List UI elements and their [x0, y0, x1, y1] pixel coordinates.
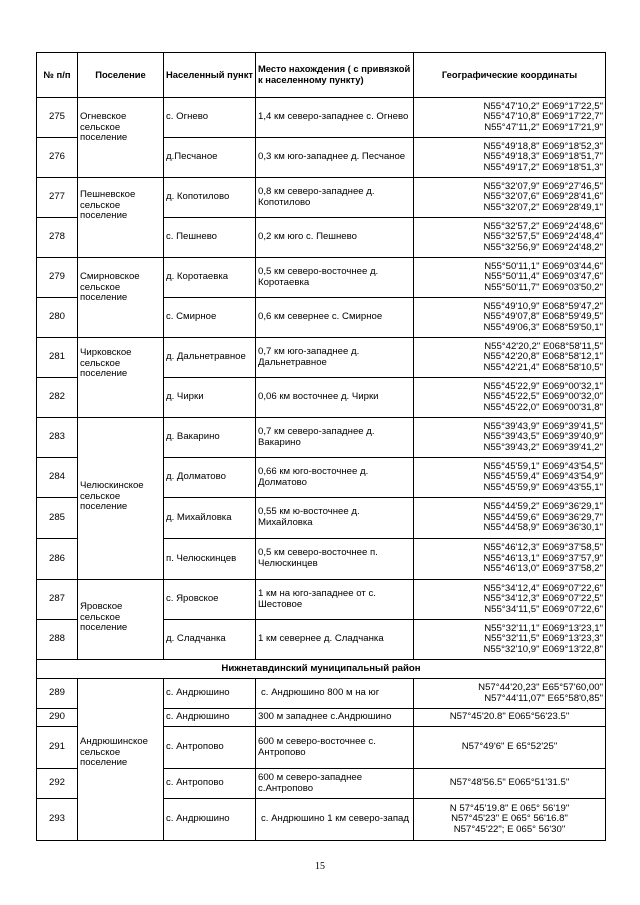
locality-cell: п. Челюскинцев [164, 539, 256, 580]
place-cell: 1 км севернее д. Сладчанка [256, 620, 414, 660]
row-num: 279 [37, 258, 78, 298]
coords-cell: N55°42'20,2" E068°58'11,5" N55°42'20,8" E068°58'12,1" N55°42'21,4" E068°58'10,5" [414, 338, 606, 378]
coords-cell: N55°50'11,1" E069°03'44,6" N55°50'11,4" E069°03'47,6" N55°50'11,7" E069°03'50,2" [414, 258, 606, 298]
coords-cell: N55°32'11,1" E069°13'23,1" N55°32'11,5" E069°13'23,3" N55°32'10,9" E069°13'22,8" [414, 620, 606, 660]
locality-cell: д. Вакарино [164, 418, 256, 458]
place-cell: 600 м северо-западнее с.Антропово [256, 769, 414, 799]
table-row [37, 98, 606, 138]
row-num: 283 [37, 418, 78, 458]
row-num: 281 [37, 338, 78, 378]
header-locality: Населенный пункт [164, 53, 256, 98]
locality-cell: с. Антропово [164, 727, 256, 769]
place-cell: 0,2 км юго с. Пешнево [256, 218, 414, 258]
row-num: 284 [37, 458, 78, 498]
row-num: 288 [37, 620, 78, 660]
locality-cell: с. Пешнево [164, 218, 256, 258]
settlement-cell: Огневское сельское поселение [78, 98, 164, 178]
row-num: 285 [37, 498, 78, 539]
district-band: Нижнетавдинский муниципальный район [37, 660, 606, 679]
locality-cell: д.Песчаное [164, 138, 256, 178]
place-cell: 0,5 км северо-восточнее п. Челюскинцев [256, 539, 414, 580]
settlement-cell: Яровское сельское поселение [78, 580, 164, 660]
locality-cell: с. Смирное [164, 298, 256, 338]
row-num: 280 [37, 298, 78, 338]
place-cell: 600 м северо-восточнее с. Антропово [256, 727, 414, 769]
coords-cell: N57°49'6" E 65°52'25" [414, 727, 606, 769]
coords-cell: N55°49'18,8" E069°18'52,3" N55°49'18,3" E069°18'51,7" N55°49'17,2" E069°18'51,3" [414, 138, 606, 178]
table-header-row [37, 53, 606, 98]
table-row [37, 178, 606, 218]
place-cell: 0,66 км юго-восточнее д. Долматово [256, 458, 414, 498]
row-num: 291 [37, 727, 78, 769]
locality-cell: с. Андрюшино [164, 799, 256, 841]
coords-cell: N55°45'22,9" E069°00'32,1" N55°45'22,5" E069°00'32,0" N55°45'22,0" E069°00'31,8" [414, 378, 606, 418]
settlement-cell: Чирковское сельское поселение [78, 338, 164, 418]
table-row [37, 338, 606, 378]
locality-cell: с. Огнево [164, 98, 256, 138]
place-cell: с. Андрюшино 1 км северо-запад [256, 799, 414, 841]
table-row [37, 580, 606, 620]
locality-cell: д. Коротаевка [164, 258, 256, 298]
header-place: Место нахождения ( с привязкой к населенному пункту) [256, 53, 414, 98]
coords-cell: N55°47'10,2" E069°17'22,5" N55°47'10,8" E069°17'22,7" N55°47'11,2" E069°17'21,9" [414, 98, 606, 138]
place-cell: 0,55 км ю-восточнее д. Михайловка [256, 498, 414, 539]
coords-cell: N55°46'12,3" E069°37'58,5" N55°46'13,1" E069°37'57,9" N55°46'13,0" E069°37'58,2" [414, 539, 606, 580]
table-row [37, 679, 606, 709]
row-num: 275 [37, 98, 78, 138]
coords-cell: N55°32'57,2" E069°24'48,6" N55°32'57,5" E069°24'48,4" N55°32'56,9" E069°24'48,2" [414, 218, 606, 258]
place-cell: 0,7 км северо-западнее д. Вакарино [256, 418, 414, 458]
district-band-row [37, 660, 606, 679]
locality-cell: д. Дальнетравное [164, 338, 256, 378]
coords-cell: N 57°45'19.8" E 065° 56'19" N57°45'23" E 065° 56'16.8" N57°45'22"; E 065° 56'30" [414, 799, 606, 841]
place-cell: 0,06 км восточнее д. Чирки [256, 378, 414, 418]
locality-cell: д. Михайловка [164, 498, 256, 539]
coords-cell: N55°49'10,9" E068°59'47,2" N55°49'07,8" E068°59'49,5" N55°49'06,3" E068°59'50,1" [414, 298, 606, 338]
page-number: 15 [315, 861, 325, 872]
header-num: № п/п [37, 53, 78, 98]
coords-cell: N55°39'43,9" E069°39'41,5" N55°39'43,5" E069°39'40,9" N55°39'43,2" E069°39'41,2" [414, 418, 606, 458]
coords-cell: N55°34'12,4" E069°07'22,6" N55°34'12,3" E069°07'22,5" N55°34'11,5" E069°07'22,6" [414, 580, 606, 620]
coords-cell: N55°45'59,1" E069°43'54,5" N55°45'59,4" E069°43'54,9" N55°45'59,9" E069°43'55,1" [414, 458, 606, 498]
row-num: 278 [37, 218, 78, 258]
place-cell: 1,4 км северо-западнее с. Огнево [256, 98, 414, 138]
settlement-cell: Пешневское сельское поселение [78, 178, 164, 258]
coords-cell: N57°48'56.5" E065°51'31.5" [414, 769, 606, 799]
place-cell: 0,6 км севернее с. Смирное [256, 298, 414, 338]
header-settlement: Поселение [78, 53, 164, 98]
place-cell: 0,3 км юго-западнее д. Песчаное [256, 138, 414, 178]
settlement-cell: Смирновское сельское поселение [78, 258, 164, 338]
header-coords: Географические координаты [414, 53, 606, 98]
place-cell: 0,8 км северо-западнее д. Копотилово [256, 178, 414, 218]
row-num: 277 [37, 178, 78, 218]
locality-cell: с. Андрюшино [164, 709, 256, 727]
settlement-cell: Андрюшинское сельское поселение [78, 679, 164, 841]
row-num: 286 [37, 539, 78, 580]
place-cell: 0,7 км юго-западнее д. Дальнетравное [256, 338, 414, 378]
row-num: 292 [37, 769, 78, 799]
locality-cell: с. Яровское [164, 580, 256, 620]
row-num: 289 [37, 679, 78, 709]
row-num: 287 [37, 580, 78, 620]
locality-cell: д. Чирки [164, 378, 256, 418]
coords-cell: N57°45'20.8" E065°56'23.5" [414, 709, 606, 727]
locality-cell: с. Андрюшино [164, 679, 256, 709]
row-num: 276 [37, 138, 78, 178]
row-num: 293 [37, 799, 78, 841]
table-row [37, 418, 606, 458]
locality-cell: д. Копотилово [164, 178, 256, 218]
place-cell: 1 км на юго-западнее от с. Шестовое [256, 580, 414, 620]
locality-cell: д. Долматово [164, 458, 256, 498]
coords-cell: N55°32'07,9" E069°27'46,5" N55°32'07,6" E069°28'41,6" N55°32'07,2" E069°28'49,1" [414, 178, 606, 218]
coords-cell: N55°44'59,2" E069°36'29,1" N55°44'59,6" E069°36'29,7" N55°44'58,9" E069°36'30,1" [414, 498, 606, 539]
table-row [37, 258, 606, 298]
place-cell: 0,5 км северо-восточнее д. Коротаевка [256, 258, 414, 298]
coordinates-table [36, 52, 606, 841]
locality-cell: с. Антропово [164, 769, 256, 799]
row-num: 290 [37, 709, 78, 727]
place-cell: 300 м западнее с.Андрюшино [256, 709, 414, 727]
place-cell: с. Андрюшино 800 м на юг [256, 679, 414, 709]
coords-cell: N57°44'20,23" E65°57'60,00" N57°44'11,07" E65°58'0,85" [414, 679, 606, 709]
settlement-cell: Челюскинское сельское поселение [78, 418, 164, 580]
locality-cell: д. Сладчанка [164, 620, 256, 660]
row-num: 282 [37, 378, 78, 418]
